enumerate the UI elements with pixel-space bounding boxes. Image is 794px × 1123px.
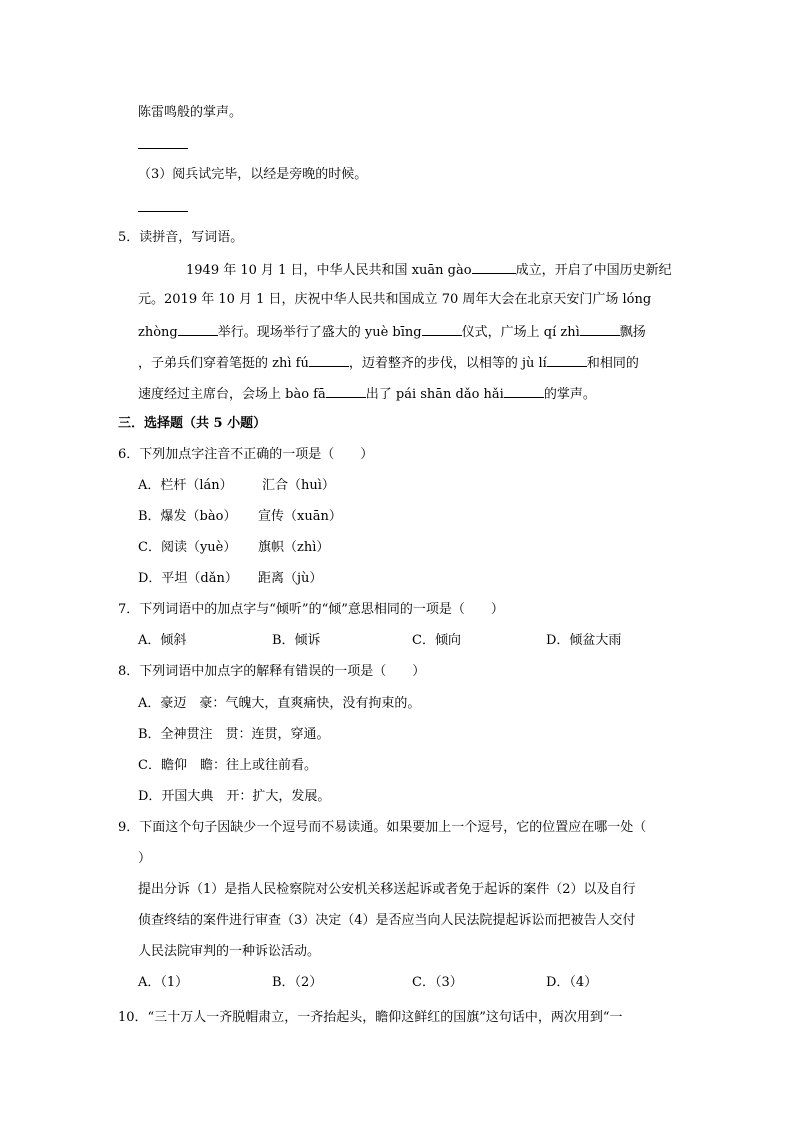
q5-para-line-1 <box>186 259 672 281</box>
q5-text: 举行。现场举行了盛大的 yuè bīng <box>217 325 422 340</box>
q7-option-d: D．倾盆大雨 <box>546 633 622 648</box>
q8-option-b: B．全神贯注 贯：连贯，穿通。 <box>138 727 330 742</box>
q5-para-line-3 <box>138 321 646 343</box>
answer-blank <box>326 383 366 398</box>
q5-text: ，迈着整齐的步伐，以相等的 jù lí <box>348 356 547 371</box>
q5-para-line-4 <box>138 352 639 374</box>
answer-blank <box>138 148 188 149</box>
q5-text: ，子弟兵们穿着笔挺的 zhì fú <box>138 356 309 371</box>
answer-blank <box>547 352 587 367</box>
q5-text: 和相同的 <box>586 356 639 371</box>
q9-sentence-line-3: 人民法院审判的一种诉讼活动。 <box>138 944 321 959</box>
answer-blank <box>309 352 349 367</box>
q5-text: 仪式，广场上 qí zhì <box>461 325 580 340</box>
q8-option-d: D．开国大典 开：扩大，发展。 <box>138 789 331 804</box>
q5-text: 飘扬 <box>619 325 646 340</box>
q9-option-a: A．（1） <box>138 975 189 990</box>
q5-text: 出了 pái shān dǎo hǎi <box>365 387 504 402</box>
answer-blank <box>580 321 620 336</box>
q8-stem: 8．下列词语中加点字的解释有错误的一项是（ ） <box>118 664 426 679</box>
q9-option-c: C．（3） <box>412 975 463 990</box>
q7-option-a: A．倾斜 <box>138 633 187 648</box>
q6-option-c: C．阅读（yuè） <box>138 540 237 555</box>
q6-option-d-word-2: 距离（jù） <box>258 571 323 586</box>
section-3-title: 三．选择题（共 5 小题） <box>118 416 267 431</box>
q5-text: 1949 年 10 月 1 日，中华人民共和国 xuān gào <box>186 263 472 278</box>
q9-stem-cont: ） <box>138 851 152 866</box>
q6-option-a-word-2: 汇合（huì） <box>262 478 335 493</box>
q5-para-line-5 <box>138 383 596 405</box>
q9-stem: 9．下面这个句子因缺少一个逗号而不易读通。如果要加上一个逗号，它的位置应在哪一处（ <box>118 820 647 835</box>
q6-option-b-word-2: 宣传（xuān） <box>258 509 342 524</box>
q4-item-3: （3）阅兵试完毕，以经是旁晚的时候。 <box>138 167 368 182</box>
q6-option-b: B．爆发（bào） <box>138 509 237 524</box>
q4-text-line: 陈雷鸣般的掌声。 <box>138 105 243 120</box>
q9-option-b: B．（2） <box>272 975 323 990</box>
q7-option-c: C．倾向 <box>412 633 461 648</box>
q6-option-a: A．栏杆（lán） <box>138 478 233 493</box>
q8-option-a: A．豪迈 豪：气魄大，直爽痛快，没有拘束的。 <box>138 696 421 711</box>
q6-option-d: D．平坦（dǎn） <box>138 571 238 586</box>
q9-option-d: D．（4） <box>546 975 598 990</box>
q5-para-line-2: 元。2019 年 10 月 1 日，庆祝中华人民共和国成立 70 周年大会在北京天安门广场 lóng <box>138 292 652 307</box>
q9-sentence-line-2: 侦查终结的案件进行审查（3）决定（4）是否应当向人民法院提起诉讼而把被告人交付 <box>138 913 636 928</box>
q5-text: 的掌声。 <box>543 387 596 402</box>
answer-blank <box>504 383 544 398</box>
q6-option-c-word-2: 旗帜（zhì） <box>258 540 330 555</box>
q10-stem: 10．“三十万人一齐脱帽肃立，一齐抬起头，瞻仰这鲜红的国旗”这句话中，两次用到“一 <box>118 1010 623 1025</box>
q7-option-b: B．倾诉 <box>272 633 321 648</box>
answer-blank <box>472 259 516 274</box>
q5-text: 成立，开启了中国历史新纪 <box>515 263 672 278</box>
q5-text: 速度经过主席台，会场上 bào fā <box>138 387 326 402</box>
answer-blank <box>178 321 218 336</box>
q9-sentence-line-1: 提出分诉（1）是指人民检察院对公安机关移送起诉或者免于起诉的案件（2）以及自行 <box>138 882 636 897</box>
answer-blank <box>138 211 188 212</box>
q5-title: 5．读拼音，写词语。 <box>118 230 244 245</box>
q7-stem: 7．下列词语中的加点字与“倾听”的“倾”意思相同的一项是（ ） <box>118 602 504 617</box>
answer-blank <box>422 321 462 336</box>
q6-stem: 6．下列加点字注音不正确的一项是（ ） <box>118 447 374 462</box>
q5-text: zhòng <box>138 325 178 340</box>
q8-option-c: C．瞻仰 瞻：往上或往前看。 <box>138 758 317 773</box>
